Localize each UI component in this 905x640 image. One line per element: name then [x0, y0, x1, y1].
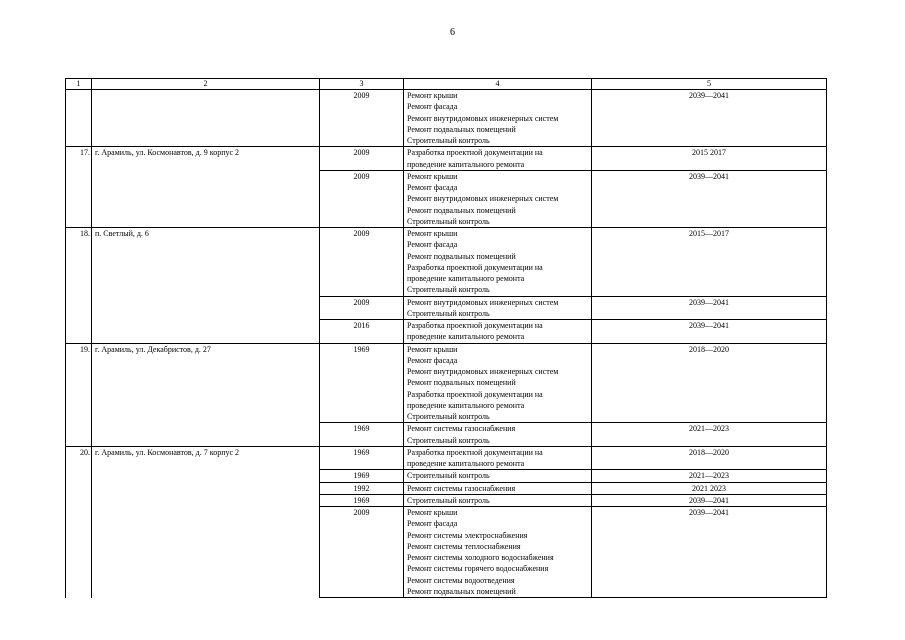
work-item: Ремонт крыши — [407, 344, 458, 354]
repair-period: 2015 2017 — [592, 147, 827, 171]
building-address: г. Арамиль, ул. Космонавтов, д. 9 корпус 2 — [92, 147, 320, 228]
build-year: 1969 — [320, 423, 404, 447]
repair-works — [404, 482, 592, 494]
work-item: Строительный контроль — [407, 471, 490, 481]
repair-works — [404, 228, 592, 297]
building-address: п. Светлый, д. 6 — [92, 228, 320, 344]
repair-period: 2039—2041 — [592, 320, 827, 344]
table-row — [66, 147, 827, 171]
build-year: 2009 — [320, 90, 404, 147]
repair-period: 2018—2020 — [592, 343, 827, 423]
work-item: Разработка проектной документации на — [407, 148, 543, 158]
repair-period: 2015—2017 — [592, 228, 827, 297]
building-address: г. Арамиль, ул. Декабристов, д. 27 — [92, 343, 320, 446]
work-item: Строительный контроль — [407, 136, 490, 145]
column-header: 3 — [320, 79, 404, 90]
work-item: Ремонт системы теплоснабжения — [407, 541, 521, 551]
work-item: Ремонт подвальных помещений — [407, 378, 516, 388]
work-item: Ремонт подвальных помещений — [407, 205, 516, 215]
repair-period: 2039—2041 — [592, 494, 827, 506]
work-item: Разработка проектной документации на — [407, 262, 543, 272]
work-item: Ремонт подвальных помещений — [407, 586, 516, 596]
build-year: 2009 — [320, 228, 404, 297]
building-number — [66, 90, 92, 147]
repair-works — [404, 296, 592, 320]
build-year: 2009 — [320, 170, 404, 227]
repair-works — [404, 507, 592, 598]
work-item: Строительный контроль — [407, 285, 490, 295]
work-item: Строительный контроль — [407, 412, 490, 421]
building-number: 20. — [66, 446, 92, 597]
work-item: Ремонт внутридомовых инженерных систем — [407, 367, 559, 376]
build-year: 1969 — [320, 446, 404, 470]
repair-period: 2039—2041 — [592, 507, 827, 598]
work-item: проведение капитального ремонта — [407, 274, 525, 283]
repair-schedule-table — [65, 78, 827, 598]
table-row — [66, 228, 827, 297]
repair-works — [404, 343, 592, 423]
work-item: Ремонт внутридомовых инженерных систем — [407, 194, 559, 204]
table-row — [66, 90, 827, 147]
work-item: Ремонт крыши — [407, 508, 458, 517]
work-item: Строительный контроль — [407, 308, 490, 318]
table-row — [66, 343, 827, 423]
work-item: Разработка проектной документации на — [407, 389, 543, 399]
repair-period: 2021—2023 — [592, 423, 827, 447]
build-year: 1969 — [320, 343, 404, 423]
building-address — [92, 90, 320, 147]
work-item: Ремонт подвальных помещений — [407, 251, 516, 261]
work-item: Ремонт фасада — [407, 355, 458, 365]
repair-works — [404, 446, 592, 470]
work-item: Ремонт системы газоснабжения — [407, 424, 516, 434]
repair-works — [404, 470, 592, 482]
building-address: г. Арамиль, ул. Космонавтов, д. 7 корпус 2 — [92, 446, 320, 597]
work-item: проведение капитального ремонта — [407, 159, 525, 169]
repair-works — [404, 170, 592, 227]
work-item: Ремонт системы электроснабжения — [407, 530, 528, 540]
work-item: Ремонт крыши — [407, 229, 458, 238]
work-item: Ремонт внутридомовых инженерных систем — [407, 297, 559, 307]
table-row — [66, 446, 827, 470]
building-number: 18. — [66, 228, 92, 344]
build-year: 2009 — [320, 147, 404, 171]
work-item: проведение капитального ремонта — [407, 400, 525, 410]
repair-period: 2039—2041 — [592, 296, 827, 320]
build-year: 2009 — [320, 296, 404, 320]
build-year: 1969 — [320, 494, 404, 506]
page-number: 6 — [450, 27, 455, 38]
work-item: Строительный контроль — [407, 435, 490, 445]
repair-works — [404, 147, 592, 171]
column-number-row — [66, 79, 827, 90]
column-header: 2 — [92, 79, 320, 90]
work-item: Ремонт внутридомовых инженерных систем — [407, 113, 559, 123]
work-item: проведение капитального ремонта — [407, 459, 525, 468]
work-item: проведение капитального ремонта — [407, 332, 525, 342]
work-item: Ремонт подвальных помещений — [407, 124, 516, 134]
column-header: 1 — [66, 79, 92, 90]
building-number: 19. — [66, 343, 92, 446]
work-item: Ремонт системы холодного водоснабжения — [407, 553, 554, 562]
repair-works — [404, 423, 592, 447]
repair-period: 2039—2041 — [592, 170, 827, 227]
work-item: Ремонт системы газоснабжения — [407, 483, 516, 493]
build-year: 1992 — [320, 482, 404, 494]
build-year: 2016 — [320, 320, 404, 344]
work-item: Строительный контроль — [407, 216, 490, 226]
repair-works — [404, 90, 592, 147]
building-number: 17. — [66, 147, 92, 228]
work-item: Ремонт фасада — [407, 519, 458, 529]
work-item: Разработка проектной документации на — [407, 447, 543, 457]
repair-period: 2039—2041 — [592, 90, 827, 147]
work-item: Строительный контроль — [407, 495, 490, 505]
work-item: Разработка проектной документации на — [407, 321, 543, 330]
work-item: Ремонт крыши — [407, 171, 458, 181]
work-item: Ремонт фасада — [407, 183, 458, 192]
work-item: Ремонт фасада — [407, 240, 458, 250]
column-header: 5 — [592, 79, 827, 90]
repair-period: 2021—2023 — [592, 470, 827, 482]
repair-works — [404, 320, 592, 344]
work-item: Ремонт крыши — [407, 91, 458, 100]
repair-period: 2018—2020 — [592, 446, 827, 470]
work-item: Ремонт системы водоотведения — [407, 575, 515, 585]
repair-period: 2021 2023 — [592, 482, 827, 494]
repair-works — [404, 494, 592, 506]
column-header: 4 — [404, 79, 592, 90]
work-item: Ремонт системы горячего водоснабжения — [407, 564, 549, 574]
build-year: 2009 — [320, 507, 404, 598]
work-item: Ремонт фасада — [407, 102, 458, 112]
build-year: 1969 — [320, 470, 404, 482]
